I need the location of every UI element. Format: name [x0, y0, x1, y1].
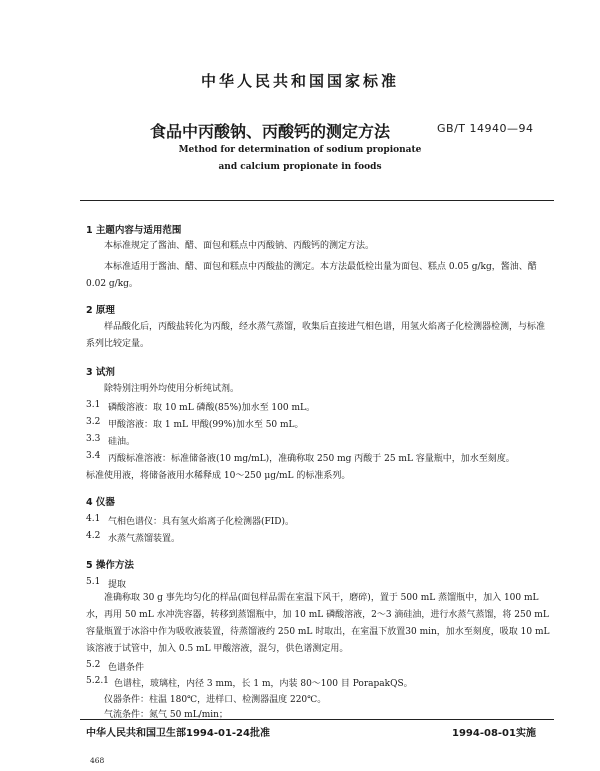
section-4-heading: 4 仪器 [86, 497, 115, 508]
item-3-3-number: 3.3 [86, 434, 101, 444]
section-5-heading: 5 操作方法 [86, 560, 134, 571]
item-5-2-number: 5.2 [86, 660, 101, 670]
section-3-intro: 除特别注明外均使用分析纯试剂。 [104, 384, 240, 394]
standard-number: GB/T 14940—94 [437, 122, 534, 135]
item-3-4-line-2: 标准使用液，将储备液用水稀释成 10～250 μg/mL 的标准系列。 [86, 471, 351, 481]
national-standard-heading: 中华人民共和国国家标准 [200, 72, 399, 90]
approval-line: 中华人民共和国卫生部1994-01-24批准 [86, 728, 270, 739]
item-5-1-title: 提取 [108, 580, 127, 590]
item-5-2-1-number: 5.2.1 [86, 676, 109, 686]
item-4-2-text: 水蒸气蒸馏装置。 [108, 534, 181, 544]
instrument-conditions: 仪器条件：柱温 180℃，进样口、检测器温度 220℃。 [104, 695, 327, 705]
section-1-heading: 1 主题内容与适用范围 [86, 225, 182, 236]
english-title-line-1: Method for determination of sodium propionate [178, 145, 422, 155]
item-4-1-text: 气相色谱仪：具有氢火焰离子化检测器(FID)。 [108, 517, 295, 527]
section-1-paragraph-1: 本标准规定了酱油、醋、面包和糕点中丙酸钠、丙酸钙的测定方法。 [104, 241, 375, 251]
item-5-1-paragraph: 准确称取 30 g 事先均匀化的样品(面包样品需在室温下风干，磨碎)，置于 500 mL 蒸馏瓶中，加入 100 mL 水，再用 50 mL 水冲洗容器，转移到蒸馏瓶中，加 10 mL 磷酸溶液，2～3 滴硅油，进行水蒸气蒸馏，将 250 mL 容量瓶置于冰浴中作为吸收液装置，待蒸馏液约 250 mL 时取出，在室温下放置30 min，加水至刻度，吸取 10 mL 该溶液于试管中，加入 0.5 mL 甲酸溶液，混匀，供色谱测定用。 [86, 593, 550, 654]
section-3-heading: 3 试剂 [86, 367, 115, 378]
header-divider [80, 200, 554, 201]
item-4-2-number: 4.2 [86, 531, 101, 541]
item-3-1-number: 3.1 [86, 400, 101, 410]
item-3-2-text: 甲酸溶液：取 1 mL 甲酸(99%)加水至 50 mL。 [108, 420, 304, 430]
item-5-2-title: 色谱条件 [108, 663, 145, 673]
section-2-paragraph: 样品酸化后，丙酸盐转化为丙酸，经水蒸气蒸馏，收集后直接进气相色谱，用氢火焰离子化检测器检测，与标准系列比较定量。 [86, 322, 546, 349]
footer-divider [80, 719, 554, 720]
section-2-heading: 2 原理 [86, 305, 115, 316]
document-title: 食品中丙酸钠、丙酸钙的测定方法 [150, 122, 391, 141]
item-3-1-text: 磷酸溶液：取 10 mL 磷酸(85%)加水至 100 mL。 [108, 403, 315, 413]
english-title-line-2: and calcium propionate in foods [218, 162, 382, 172]
item-3-3-text: 硅油。 [108, 437, 136, 447]
page-number: 468 [90, 756, 105, 765]
section-1-paragraph-2: 本标准适用于酱油、醋、面包和糕点中丙酸盐的测定。本方法最低检出量为面包、糕点 0.05 g/kg，酱油、醋 0.02 g/kg。 [86, 262, 537, 289]
item-3-4-line-1: 丙酸标准溶液：标准储备液(10 mg/mL)，准确称取 250 mg 丙酸于 25 mL 容量瓶中，加水至刻度。 [108, 454, 515, 464]
item-4-1-number: 4.1 [86, 514, 101, 524]
effective-date: 1994-08-01实施 [452, 728, 536, 739]
gas-flow-conditions: 气流条件：氮气 50 mL/min； [104, 710, 228, 720]
item-5-1-number: 5.1 [86, 577, 101, 587]
item-3-2-number: 3.2 [86, 417, 101, 427]
item-5-2-1-text: 色谱柱，玻璃柱，内径 3 mm，长 1 m，内装 80～100 目 PorapakQS。 [114, 679, 413, 689]
item-3-4-number: 3.4 [86, 451, 101, 461]
